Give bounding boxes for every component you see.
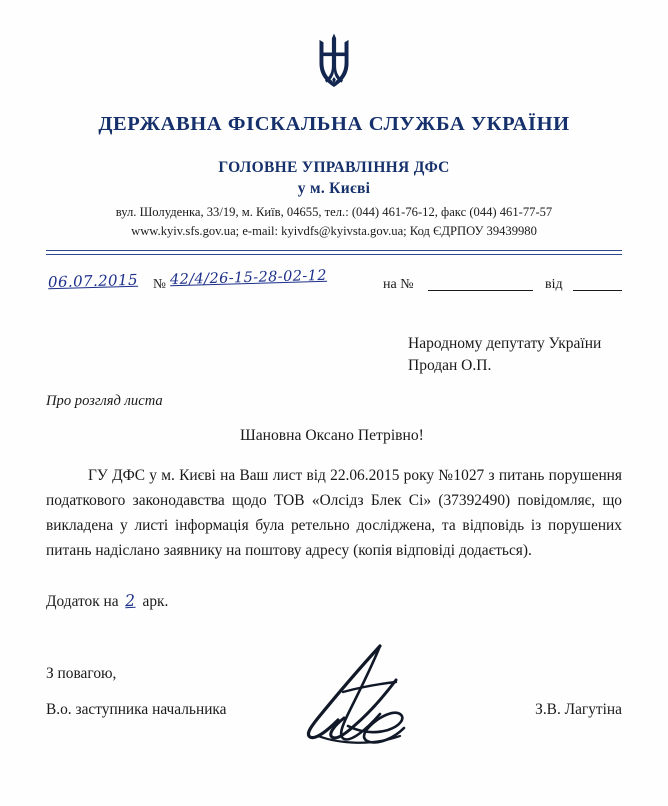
reference-number-handwritten: 42/4/26-15-28-02-12 [169, 267, 328, 289]
header-divider-thick [46, 250, 622, 251]
emblem-container [0, 32, 668, 93]
attachment-prefix: Додаток на [46, 593, 119, 610]
addressee-line-2: Продан О.П. [408, 357, 492, 374]
department-title-line2: у м. Києві [297, 180, 371, 197]
incoming-date-blank [573, 290, 622, 291]
salutation: Шановна Оксано Петрівно! [240, 427, 424, 444]
reference-date-handwritten: 06.07.2015 [47, 270, 139, 292]
incoming-number-blank [428, 290, 533, 291]
attachment-suffix: арк. [142, 593, 169, 610]
department-title-line1: ГОЛОВНЕ УПРАВЛІННЯ ДФС [218, 159, 450, 176]
attachment-note [46, 591, 168, 611]
body-paragraph: ГУ ДФС у м. Києві на Ваш лист від 22.06.2015 року №1027 з питань порушення податкового законодавства щодо ТОВ «Олсідз Блек Сі» (37392490) повідомляє, що викладена у листі інформація була ретельно досліджена, та відповідь із порушених питань надіслано заявнику на поштову адресу (копія відповіді додається). [46, 467, 622, 559]
subject-line: Про розгляд листа [46, 393, 163, 409]
handwritten-signature [288, 640, 438, 750]
department-title [0, 157, 668, 199]
incoming-number-label: на № [383, 277, 414, 292]
closing-line: З повагою, [46, 665, 117, 682]
reference-number-label: № [153, 276, 166, 291]
ukraine-trident-emblem-icon [313, 32, 355, 88]
organization-title: ДЕРЖАВНА ФІСКАЛЬНА СЛУЖБА УКРАЇНИ [98, 113, 570, 135]
header-divider-thin [46, 254, 622, 255]
contact-web-line: www.kyiv.sfs.gov.ua; e-mail: kyivdfs@kyivsta.gov.ua; Код ЄДРПОУ 39439980 [131, 224, 537, 238]
signer-name: З.В. Лагутіна [535, 701, 622, 718]
reference-row [46, 268, 622, 304]
signer-role: В.о. заступника начальника [46, 701, 227, 718]
incoming-date-label: від [545, 277, 563, 292]
addressee-line-1: Народному депутату України [408, 335, 602, 352]
addressee-block [408, 333, 601, 377]
attachment-pages-handwritten: 2 [124, 590, 137, 611]
contact-address-line: вул. Шолуденка, 33/19, м. Київ, 04655, тел.: (044) 461-76-12, факс (044) 461-77-57 [115, 205, 553, 219]
